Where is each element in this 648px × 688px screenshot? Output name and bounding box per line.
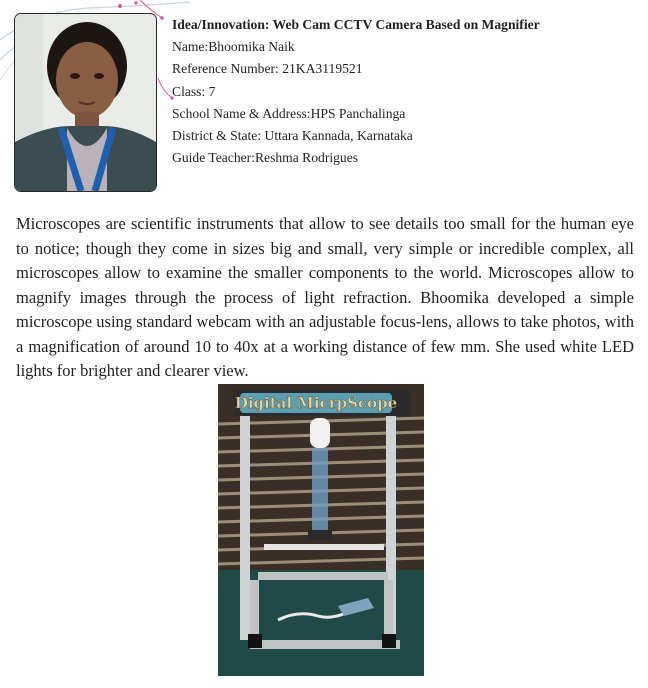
student-photo xyxy=(15,14,156,191)
district-state: District & State: Uttara Kannada, Karnataka xyxy=(172,128,413,144)
description-paragraph: Microscopes are scientific instruments that allow to see details too small for the human eye to notice; though they come in sizes big and small, very simple or incredible complex, all microscopes allow to examine the smaller components to the world. Microscopes allow to magnify images through the process of light refraction. Bhoomika developed a simple microscope using standard webcam with an adjustable focus-lens, allows to take photos, with a magnification of around 10 to 40x at a working distance of few mm. She used white LED lights for brighter and clearer view. xyxy=(16,214,634,380)
banner-label: Digital MicrpScope xyxy=(234,394,398,412)
digital-microscope-photo xyxy=(218,384,424,676)
student-info xyxy=(172,14,540,169)
student-class: Class: 7 xyxy=(172,83,216,99)
school-name: School Name & Address:HPS Panchalinga xyxy=(172,105,406,121)
guide-teacher: Guide Teacher:Reshma Rodrigues xyxy=(172,150,359,166)
student-name: Name:Bhoomika Naik xyxy=(172,39,295,55)
reference-number: Reference Number: 21KA3119521 xyxy=(172,61,363,77)
idea-title: Idea/Innovation: Web Cam CCTV Camera Based on Magnifier xyxy=(172,17,540,32)
